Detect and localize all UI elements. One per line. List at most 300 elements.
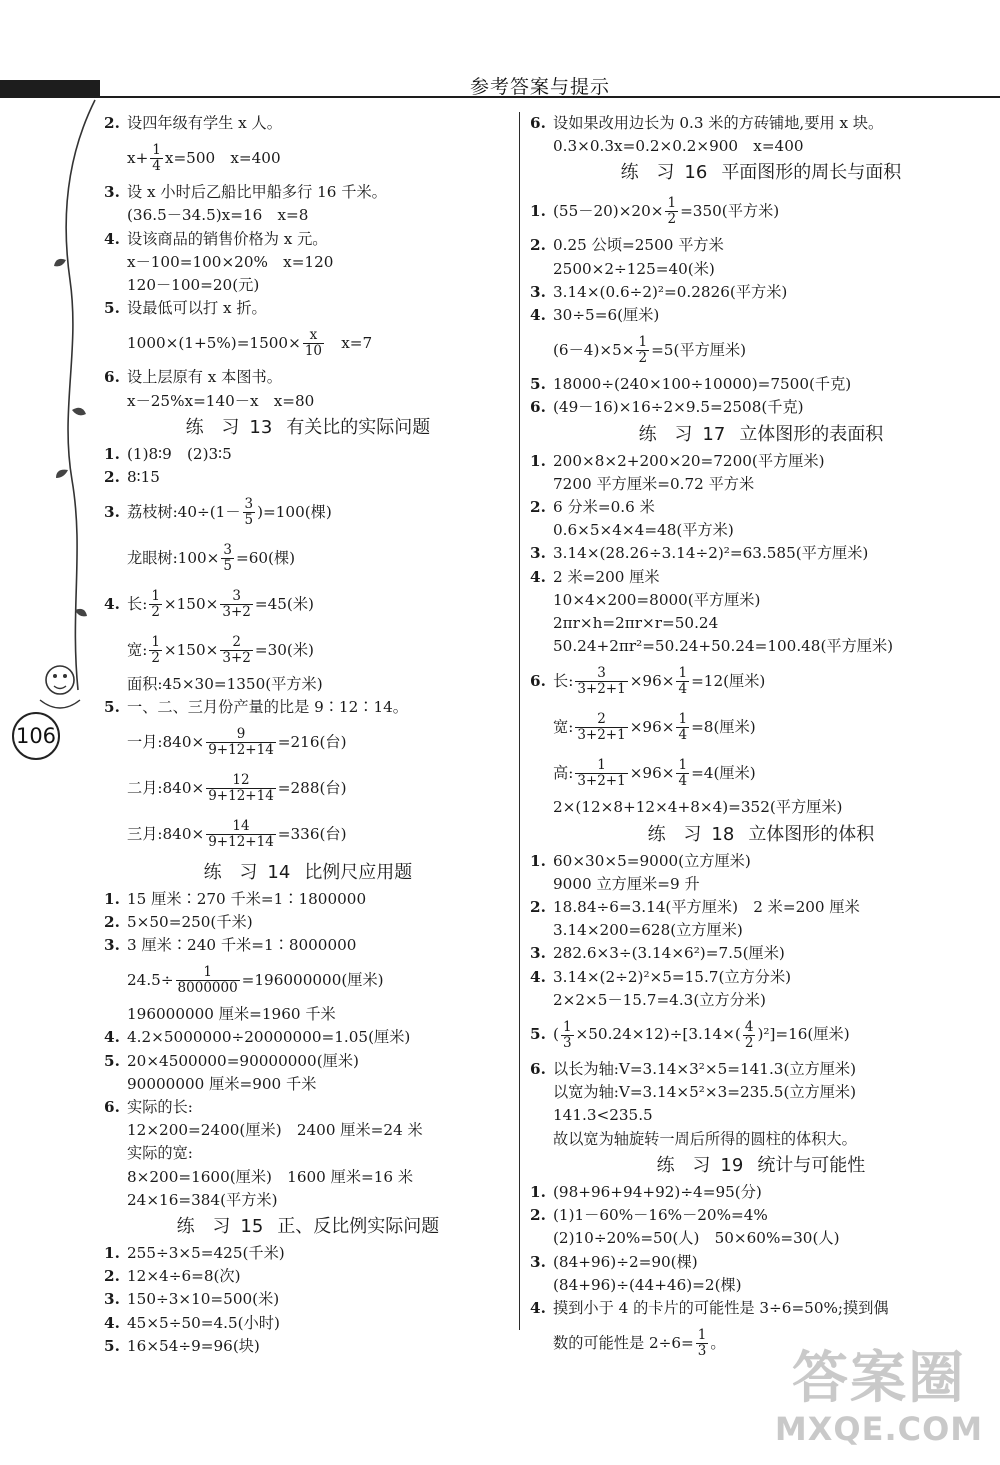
numerator: 1 bbox=[678, 756, 688, 773]
answer-line bbox=[530, 589, 992, 612]
fraction bbox=[221, 543, 234, 574]
answer-item bbox=[104, 1265, 512, 1288]
answer-item bbox=[104, 466, 512, 489]
answer-item bbox=[530, 1297, 992, 1320]
item-number: 2. bbox=[530, 236, 546, 255]
item-number: 2. bbox=[530, 1206, 546, 1225]
answer-text: (1)8∶9 (2)3∶5 bbox=[127, 444, 232, 463]
numerator: 1 bbox=[597, 756, 606, 773]
item-number: 2. bbox=[530, 498, 546, 517]
answer-line bbox=[530, 1081, 992, 1104]
item-number: 6. bbox=[530, 1060, 546, 1079]
answer-text: (49－16)×16÷2×9.5=2508(千克) bbox=[553, 398, 804, 417]
section-title: 正、反比例实际问题 bbox=[277, 1216, 440, 1238]
answer-item bbox=[530, 658, 992, 704]
answer-text: =60(棵) bbox=[236, 548, 296, 567]
item-number: 6. bbox=[530, 114, 546, 132]
numerator: 1 bbox=[678, 664, 688, 681]
answer-text: 数的可能性是 2÷6= bbox=[553, 1333, 694, 1352]
fraction bbox=[220, 589, 253, 620]
fraction bbox=[575, 758, 627, 789]
answer-line bbox=[104, 535, 512, 581]
answer-line bbox=[530, 135, 992, 158]
section-number: 15 bbox=[240, 1216, 264, 1238]
answer-text: (55－20)×20× bbox=[553, 201, 664, 220]
answer-item bbox=[104, 228, 512, 251]
answer-text: (36.5－34.5)x=16 x=8 bbox=[127, 206, 309, 225]
section-heading bbox=[104, 413, 512, 443]
answer-text: =12(厘米) bbox=[691, 671, 766, 690]
answer-item bbox=[104, 366, 512, 389]
answer-line bbox=[530, 750, 992, 796]
answer-text: =30(米) bbox=[254, 640, 314, 659]
answer-item bbox=[530, 850, 992, 873]
answer-item bbox=[530, 542, 992, 565]
answer-text: ×96× bbox=[629, 763, 675, 782]
item-number: 6. bbox=[530, 671, 546, 690]
answer-text: 50.24+2πr²=50.24+50.24=100.48(平方厘米) bbox=[553, 637, 894, 656]
item-number: 5. bbox=[530, 375, 546, 394]
item-number: 3. bbox=[530, 944, 546, 963]
answer-text: 7200 平方厘米=0.72 平方米 bbox=[553, 474, 755, 493]
numerator: 1 bbox=[151, 587, 160, 604]
answer-text: 以长为轴:V=3.14×3²×5=141.3(立方厘米) bbox=[553, 1060, 857, 1079]
fraction bbox=[150, 143, 163, 174]
answer-line bbox=[104, 390, 512, 413]
numerator: 9 bbox=[236, 726, 246, 743]
answer-text: 16×54÷9=96(块) bbox=[127, 1336, 260, 1355]
answer-text: 宽: bbox=[553, 717, 574, 736]
item-number: 4. bbox=[530, 567, 546, 586]
section-heading bbox=[530, 820, 992, 850]
answer-line bbox=[104, 135, 512, 181]
numerator: 1 bbox=[638, 333, 648, 350]
answer-text: (6－4)×5× bbox=[553, 340, 635, 359]
denominator: 10 bbox=[304, 342, 322, 359]
section-number: 14 bbox=[267, 861, 291, 883]
answer-item bbox=[104, 1312, 512, 1335]
answer-line bbox=[104, 720, 512, 766]
fraction bbox=[676, 666, 689, 697]
fraction bbox=[303, 328, 324, 359]
fraction bbox=[575, 666, 627, 697]
answer-text: 10×4×200=8000(平方厘米) bbox=[553, 590, 761, 609]
fraction bbox=[206, 819, 276, 850]
answer-text: =336(台) bbox=[277, 825, 347, 844]
numerator: 1 bbox=[152, 141, 161, 158]
numerator: 1 bbox=[667, 194, 677, 211]
answer-text: 2×2×5－15.7=4.3(立方分米) bbox=[553, 990, 766, 1009]
answer-line bbox=[104, 1166, 512, 1189]
section-label: 练 习 bbox=[185, 416, 246, 438]
answer-line bbox=[104, 673, 512, 696]
answer-text: x+ bbox=[127, 148, 149, 167]
answer-item bbox=[104, 112, 512, 135]
answer-line bbox=[104, 1073, 512, 1096]
answer-item bbox=[530, 1251, 992, 1274]
section-label: 练 习 bbox=[620, 162, 681, 184]
answer-text: 24×16=384(平方米) bbox=[127, 1190, 278, 1209]
section-title: 平面图形的周长与面积 bbox=[721, 162, 902, 184]
fraction bbox=[696, 1328, 709, 1359]
answer-line bbox=[530, 919, 992, 942]
answer-text: 3 厘米∶240 千米=1∶8000000 bbox=[127, 936, 357, 955]
answer-text: =45(米) bbox=[254, 594, 314, 613]
answer-item bbox=[104, 181, 512, 204]
answer-text: x－25%x=140－x x=80 bbox=[127, 391, 315, 410]
answer-text: 120－100=20(元) bbox=[127, 276, 260, 295]
item-number: 1. bbox=[530, 1182, 546, 1201]
answer-line bbox=[530, 989, 992, 1012]
answer-text: (1)1－60%－16%－20%=4% bbox=[553, 1206, 768, 1225]
section-label: 练 习 bbox=[203, 861, 264, 883]
section-number: 19 bbox=[720, 1154, 744, 1176]
section-number: 16 bbox=[684, 162, 708, 184]
fraction bbox=[676, 712, 689, 743]
answer-text: =216(台) bbox=[277, 733, 347, 752]
answer-text: 90000000 厘米=900 千米 bbox=[127, 1074, 317, 1093]
answer-text: 实际的长: bbox=[127, 1098, 193, 1117]
fraction bbox=[636, 335, 649, 366]
answer-text: 60×30×5=9000(立方厘米) bbox=[553, 851, 751, 870]
denominator: 2 bbox=[744, 1034, 754, 1051]
answer-line bbox=[530, 635, 992, 658]
fraction bbox=[206, 773, 276, 804]
section-label: 练 习 bbox=[638, 423, 699, 445]
answer-text: =8(厘米) bbox=[691, 717, 756, 736]
numerator: 12 bbox=[232, 772, 250, 789]
answer-item bbox=[104, 1288, 512, 1311]
answer-text: ( bbox=[553, 1025, 559, 1044]
section-number: 17 bbox=[702, 423, 726, 445]
item-number: 3. bbox=[530, 544, 546, 563]
section-heading bbox=[530, 420, 992, 450]
numerator: 3 bbox=[244, 495, 254, 512]
watermark-site: MXQE.COM bbox=[774, 1410, 984, 1448]
answer-text: 长: bbox=[127, 594, 148, 613]
answer-line bbox=[530, 519, 992, 542]
answer-text: ×96× bbox=[629, 717, 675, 736]
answer-text: ×96× bbox=[629, 671, 675, 690]
answer-text: 荔枝树:40÷ bbox=[127, 502, 210, 521]
answer-text: 8×200=1600(厘米) 1600 厘米=16 米 bbox=[127, 1167, 414, 1186]
item-number: 6. bbox=[530, 398, 546, 417]
section-title: 立体图形的表面积 bbox=[739, 423, 884, 445]
section-heading bbox=[530, 158, 992, 188]
denominator: 3+2 bbox=[222, 603, 251, 620]
answer-line bbox=[104, 204, 512, 227]
item-number: 3. bbox=[530, 1252, 546, 1271]
answer-line bbox=[104, 957, 512, 1003]
answer-item bbox=[104, 1096, 512, 1119]
denominator: 3+2 bbox=[222, 649, 251, 666]
watermark bbox=[774, 1347, 984, 1457]
answer-text: 摸到小于 4 的卡片的可能性是 3÷6=50%;摸到偶 bbox=[553, 1298, 889, 1317]
item-number: 3. bbox=[104, 502, 120, 521]
answer-text: 二月:840× bbox=[127, 779, 205, 798]
answer-line bbox=[104, 274, 512, 297]
answer-text: 设最低可以打 x 折。 bbox=[127, 299, 267, 318]
watermark-logo: 答案圈 bbox=[792, 1346, 966, 1411]
answer-text: x－100=100×20% x=120 bbox=[127, 252, 334, 271]
answer-item bbox=[530, 373, 992, 396]
answer-text: (84+96)÷2=90(棵) bbox=[553, 1252, 698, 1271]
section-heading bbox=[104, 858, 512, 888]
answer-item bbox=[104, 581, 512, 627]
column-divider bbox=[519, 112, 520, 1330]
answer-line bbox=[104, 627, 512, 673]
answer-item bbox=[530, 1181, 992, 1204]
answer-text: 0.25 公顷=2500 平方米 bbox=[553, 236, 724, 255]
answer-line bbox=[104, 766, 512, 812]
answer-text: 2πr×h=2πr×r=50.24 bbox=[553, 614, 719, 633]
item-number: 3. bbox=[530, 282, 546, 301]
answer-text: =4(厘米) bbox=[691, 763, 756, 782]
answer-item bbox=[530, 450, 992, 473]
numerator: 14 bbox=[232, 818, 250, 835]
section-title: 立体图形的体积 bbox=[748, 823, 875, 845]
answer-line bbox=[104, 320, 512, 366]
answer-text: 0.6×5×4×4=48(平方米) bbox=[553, 521, 734, 540]
answer-item bbox=[104, 934, 512, 957]
numerator: 1 bbox=[151, 633, 160, 650]
numerator: 1 bbox=[562, 1018, 572, 1035]
answer-text: 宽: bbox=[127, 640, 148, 659]
fraction bbox=[176, 965, 240, 996]
item-number: 4. bbox=[104, 1028, 120, 1047]
page-number: 106 bbox=[12, 712, 60, 760]
answer-text: =5(平方厘米) bbox=[651, 340, 747, 359]
answer-text: 18000÷(240×100÷10000)=7500(千克) bbox=[553, 375, 852, 394]
answer-text: 24.5÷ bbox=[127, 970, 174, 989]
denominator: 4 bbox=[678, 726, 688, 743]
denominator: 3+2+1 bbox=[577, 772, 626, 789]
denominator: 2 bbox=[667, 210, 677, 227]
item-number: 6. bbox=[104, 368, 120, 387]
item-number: 4. bbox=[530, 967, 546, 986]
item-number: 3. bbox=[104, 183, 120, 202]
answer-text: 设该商品的销售价格为 x 元。 bbox=[127, 229, 328, 248]
denominator: 3+2+1 bbox=[577, 680, 626, 697]
denominator: 2 bbox=[151, 603, 160, 620]
item-number: 3. bbox=[104, 936, 120, 955]
answer-line bbox=[104, 1003, 512, 1026]
item-number: 4. bbox=[104, 594, 120, 613]
answer-item bbox=[530, 112, 992, 135]
answer-text: 3.14×(2÷2)²×5=15.7(立方分米) bbox=[553, 967, 792, 986]
answer-item bbox=[104, 911, 512, 934]
item-number: 2. bbox=[104, 912, 120, 931]
answer-text: =196000000(厘米) bbox=[241, 970, 384, 989]
fraction bbox=[206, 727, 276, 758]
answer-line bbox=[104, 1119, 512, 1142]
answer-text: 设四年级有学生 x 人。 bbox=[127, 114, 282, 132]
answer-line bbox=[530, 258, 992, 281]
denominator: 8000000 bbox=[177, 979, 238, 996]
answer-text: ×50.24×12)÷[3.14×( bbox=[575, 1025, 741, 1044]
answer-item bbox=[104, 888, 512, 911]
answer-text: 196000000 厘米=1960 千米 bbox=[127, 1005, 336, 1024]
answer-text: 15 厘米∶270 千米=1∶1800000 bbox=[127, 889, 367, 908]
denominator: 4 bbox=[678, 772, 688, 789]
answer-text: 以宽为轴:V=3.14×5²×3=235.5(立方厘米) bbox=[553, 1083, 857, 1102]
answer-item bbox=[104, 1026, 512, 1049]
answer-text: 30÷5=6(厘米) bbox=[553, 306, 660, 325]
fraction bbox=[220, 635, 253, 666]
answer-line bbox=[530, 612, 992, 635]
answer-line bbox=[530, 1104, 992, 1127]
answer-line bbox=[530, 327, 992, 373]
answer-text: (84+96)÷(44+46)=2(棵) bbox=[553, 1275, 742, 1294]
fraction bbox=[743, 1020, 756, 1051]
answer-text: 面积:45×30=1350(平方米) bbox=[127, 675, 323, 694]
answer-item bbox=[104, 1335, 512, 1358]
answer-text: 12×4÷6=8(次) bbox=[127, 1267, 241, 1286]
item-number: 4. bbox=[104, 229, 120, 248]
right-column bbox=[530, 112, 992, 1366]
answer-line bbox=[530, 1274, 992, 1297]
answer-item bbox=[530, 234, 992, 257]
answer-text: (2)10÷20%=50(人) 50×60%=30(人) bbox=[553, 1229, 840, 1248]
numerator: 1 bbox=[697, 1326, 707, 1343]
answer-item bbox=[104, 443, 512, 466]
answer-text: 12×200=2400(厘米) 2400 厘米=24 米 bbox=[127, 1121, 423, 1140]
answer-item bbox=[530, 566, 992, 589]
answer-item bbox=[530, 966, 992, 989]
answer-text: 45×5÷50=4.5(小时) bbox=[127, 1313, 280, 1332]
answer-text: 3.14×200=628(立方厘米) bbox=[553, 921, 743, 940]
section-label: 练 习 bbox=[176, 1216, 237, 1238]
denominator: 2 bbox=[151, 649, 160, 666]
item-number: 6. bbox=[104, 1098, 120, 1117]
answer-line bbox=[530, 1128, 992, 1151]
answer-item bbox=[530, 281, 992, 304]
numerator: 2 bbox=[232, 633, 241, 650]
answer-item bbox=[104, 1050, 512, 1073]
item-number: 1. bbox=[104, 889, 120, 908]
answer-text: 18.84÷6=3.14(平方厘米) 2 米=200 厘米 bbox=[553, 898, 860, 917]
answer-text: 长: bbox=[553, 671, 574, 690]
numerator: 4 bbox=[744, 1018, 754, 1035]
fraction bbox=[676, 758, 689, 789]
item-number: 1. bbox=[104, 444, 120, 463]
answer-text: (98+96+94+92)÷4=95(分) bbox=[553, 1182, 762, 1201]
item-number: 2. bbox=[530, 898, 546, 917]
answer-item bbox=[530, 942, 992, 965]
left-column bbox=[104, 112, 512, 1358]
answer-text: )=100(棵) bbox=[257, 502, 332, 521]
item-number: 5. bbox=[104, 1336, 120, 1355]
answer-item bbox=[104, 489, 512, 535]
item-number: 5. bbox=[104, 698, 120, 717]
numerator: 3 bbox=[232, 587, 241, 604]
answer-text: 3.14×(0.6÷2)²=0.2826(平方米) bbox=[553, 282, 788, 301]
section-label: 练 习 bbox=[647, 823, 708, 845]
answer-text: 2 米=200 厘米 bbox=[553, 567, 660, 586]
denominator: 3 bbox=[697, 1342, 707, 1359]
denominator: 5 bbox=[223, 557, 232, 574]
numerator: 3 bbox=[223, 541, 232, 558]
item-number: 1. bbox=[530, 451, 546, 470]
answer-text: 故以宽为轴旋转一周后所得的圆柱的体积大。 bbox=[553, 1129, 857, 1148]
answer-text: 设上层原有 x 本图书。 bbox=[127, 368, 282, 387]
answer-text: =288(台) bbox=[277, 779, 347, 798]
item-number: 5. bbox=[104, 299, 120, 318]
item-number: 5. bbox=[530, 1025, 546, 1044]
section-title: 统计与可能性 bbox=[757, 1154, 866, 1176]
fraction bbox=[149, 589, 162, 620]
answer-item bbox=[104, 696, 512, 719]
answer-item bbox=[530, 188, 992, 234]
item-number: 1. bbox=[530, 201, 546, 220]
answer-item bbox=[530, 1204, 992, 1227]
answer-text: )²]=16(厘米) bbox=[757, 1025, 850, 1044]
answer-text: 8∶15 bbox=[127, 468, 160, 487]
answer-text: 282.6×3÷(3.14×6²)=7.5(厘米) bbox=[553, 944, 785, 963]
answer-text: x=500 x=400 bbox=[164, 148, 281, 167]
answer-text: 141.3<235.5 bbox=[553, 1106, 653, 1125]
answer-text: 9000 立方厘米=9 升 bbox=[553, 874, 700, 893]
answer-item bbox=[104, 1242, 512, 1265]
section-heading bbox=[530, 1151, 992, 1181]
section-title: 比例尺应用题 bbox=[304, 861, 413, 883]
fraction bbox=[575, 712, 627, 743]
item-number: 2. bbox=[104, 114, 120, 132]
answer-item bbox=[530, 396, 992, 419]
item-number: 1. bbox=[104, 1244, 120, 1263]
answer-text: 0.3×0.3x=0.2×0.2×900 x=400 bbox=[553, 137, 804, 156]
vine-decoration-icon bbox=[0, 90, 100, 790]
fraction bbox=[149, 635, 162, 666]
section-number: 13 bbox=[249, 416, 273, 438]
item-number: 2. bbox=[104, 1267, 120, 1286]
answer-line bbox=[530, 1227, 992, 1250]
answer-line bbox=[530, 873, 992, 896]
denominator: 2 bbox=[638, 349, 648, 366]
answer-item bbox=[530, 896, 992, 919]
answer-item bbox=[530, 1012, 992, 1058]
answer-text: 一、二、三月份产量的比是 9∶12∶14。 bbox=[127, 698, 408, 717]
denominator: 4 bbox=[678, 680, 688, 697]
item-number: 2. bbox=[104, 468, 120, 487]
answer-line bbox=[104, 1189, 512, 1212]
answer-text: 三月:840× bbox=[127, 825, 205, 844]
answer-item bbox=[530, 496, 992, 519]
answer-text: ×150× bbox=[163, 594, 219, 613]
denominator: 5 bbox=[244, 511, 254, 528]
numerator: 1 bbox=[678, 710, 688, 727]
answer-text: 6 分米=0.6 米 bbox=[553, 498, 655, 517]
item-number: 4. bbox=[530, 1298, 546, 1317]
denominator: 9+12+14 bbox=[208, 742, 274, 759]
answer-text: 2500×2÷125=40(米) bbox=[553, 259, 715, 278]
answer-text: x=7 bbox=[326, 333, 373, 352]
answer-text: 实际的宽: bbox=[127, 1144, 193, 1163]
answer-text: 高: bbox=[553, 763, 574, 782]
answer-text: (1－ bbox=[209, 502, 241, 521]
denominator: 9+12+14 bbox=[208, 788, 274, 805]
answer-text: 设 x 小时后乙船比甲船多行 16 千米。 bbox=[127, 183, 387, 202]
item-number: 5. bbox=[104, 1051, 120, 1070]
item-number: 4. bbox=[530, 306, 546, 325]
section-heading bbox=[104, 1212, 512, 1242]
answer-line bbox=[104, 1142, 512, 1165]
answer-text: ×150× bbox=[163, 640, 219, 659]
answer-text: 5×50=250(千米) bbox=[127, 912, 253, 931]
answer-text: 1000×(1+5%)=1500× bbox=[127, 333, 301, 352]
answer-text: 3.14×(28.26÷3.14÷2)²=63.585(平方厘米) bbox=[553, 544, 869, 563]
fraction bbox=[243, 497, 256, 528]
